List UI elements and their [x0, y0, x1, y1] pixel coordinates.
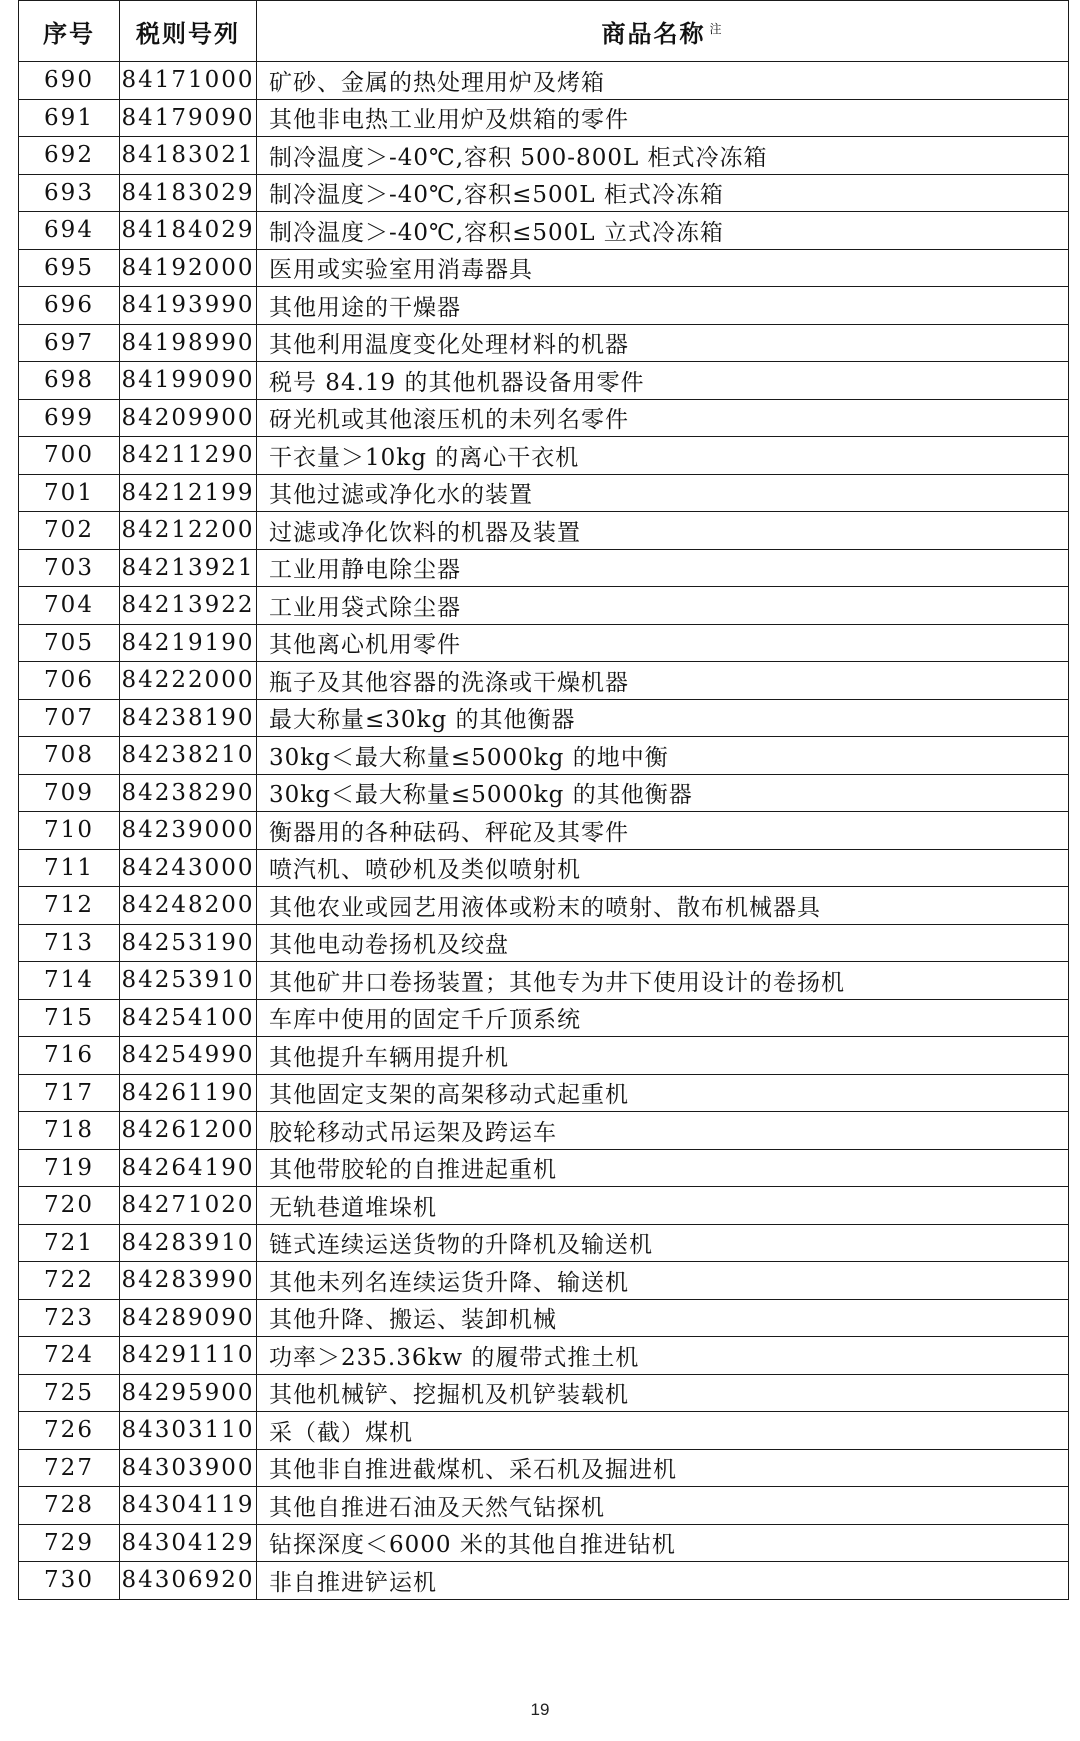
- row-seq: 720: [19, 1187, 120, 1225]
- row-tariff-code: 84212199: [120, 474, 257, 512]
- row-product-name: 制冷温度＞-40℃,容积 500-800L 柜式冷冻箱: [257, 137, 1069, 175]
- row-tariff-code: 84253190: [120, 924, 257, 962]
- row-tariff-code: 84179090: [120, 99, 257, 137]
- row-tariff-code: 84283990: [120, 1262, 257, 1300]
- row-seq: 696: [19, 287, 120, 325]
- row-tariff-code: 84304129: [120, 1524, 257, 1562]
- row-seq: 723: [19, 1299, 120, 1337]
- row-seq: 726: [19, 1412, 120, 1450]
- table-row: [19, 1374, 1069, 1412]
- table-row: [19, 1074, 1069, 1112]
- row-seq: 700: [19, 437, 120, 475]
- table-row: [19, 1262, 1069, 1300]
- table-row: [19, 999, 1069, 1037]
- table-row: [19, 1449, 1069, 1487]
- row-product-name: 其他过滤或净化水的装置: [257, 474, 1069, 512]
- row-product-name: 其他提升车辆用提升机: [257, 1037, 1069, 1075]
- table-row: [19, 1487, 1069, 1525]
- row-product-name: 最大称量≤30kg 的其他衡器: [257, 699, 1069, 737]
- header-code-label: 税则号列: [136, 19, 240, 48]
- row-tariff-code: 84183029: [120, 174, 257, 212]
- row-product-name: 功率＞235.36kw 的履带式推土机: [257, 1337, 1069, 1375]
- row-seq: 709: [19, 774, 120, 812]
- row-seq: 722: [19, 1262, 120, 1300]
- table-row: [19, 1112, 1069, 1150]
- row-product-name: 其他利用温度变化处理材料的机器: [257, 324, 1069, 362]
- row-product-name: 30kg＜最大称量≤5000kg 的地中衡: [257, 737, 1069, 775]
- row-seq: 714: [19, 962, 120, 1000]
- row-seq: 706: [19, 662, 120, 700]
- row-product-name: 其他机械铲、挖掘机及机铲装载机: [257, 1374, 1069, 1412]
- row-product-name: 其他非电热工业用炉及烘箱的零件: [257, 99, 1069, 137]
- row-seq: 711: [19, 849, 120, 887]
- table-row: [19, 812, 1069, 850]
- table-row: [19, 549, 1069, 587]
- table-row: [19, 137, 1069, 175]
- row-product-name: 制冷温度＞-40℃,容积≤500L 柜式冷冻箱: [257, 174, 1069, 212]
- table-row: [19, 924, 1069, 962]
- table-row: [19, 737, 1069, 775]
- row-seq: 727: [19, 1449, 120, 1487]
- row-tariff-code: 84211290: [120, 437, 257, 475]
- row-seq: 692: [19, 137, 120, 175]
- row-tariff-code: 84183021: [120, 137, 257, 175]
- header-seq: [19, 1, 120, 62]
- row-tariff-code: 84192000: [120, 249, 257, 287]
- row-product-name: 胶轮移动式吊运架及跨运车: [257, 1112, 1069, 1150]
- row-product-name: 矿砂、金属的热处理用炉及烤箱: [257, 62, 1069, 100]
- row-seq: 717: [19, 1074, 120, 1112]
- row-product-name: 瓶子及其他容器的洗涤或干燥机器: [257, 662, 1069, 700]
- table-row: [19, 437, 1069, 475]
- table-row: [19, 962, 1069, 1000]
- table-row: [19, 624, 1069, 662]
- row-tariff-code: 84254100: [120, 999, 257, 1037]
- row-seq: 691: [19, 99, 120, 137]
- table-row: [19, 887, 1069, 925]
- table-header: [19, 1, 1069, 62]
- row-product-name: 其他离心机用零件: [257, 624, 1069, 662]
- row-tariff-code: 84243000: [120, 849, 257, 887]
- document-page: [18, 0, 1068, 1600]
- row-tariff-code: 84193990: [120, 287, 257, 325]
- row-product-name: 钻探深度＜6000 米的其他自推进钻机: [257, 1524, 1069, 1562]
- row-tariff-code: 84184029: [120, 212, 257, 250]
- row-tariff-code: 84238210: [120, 737, 257, 775]
- row-seq: 718: [19, 1112, 120, 1150]
- row-seq: 693: [19, 174, 120, 212]
- row-tariff-code: 84213922: [120, 587, 257, 625]
- header-code: [120, 1, 257, 62]
- row-product-name: 医用或实验室用消毒器具: [257, 249, 1069, 287]
- row-seq: 708: [19, 737, 120, 775]
- row-tariff-code: 84289090: [120, 1299, 257, 1337]
- row-product-name: 链式连续运送货物的升降机及输送机: [257, 1224, 1069, 1262]
- table-row: [19, 249, 1069, 287]
- table-row: [19, 474, 1069, 512]
- row-product-name: 其他自推进石油及天然气钻探机: [257, 1487, 1069, 1525]
- row-seq: 699: [19, 399, 120, 437]
- row-tariff-code: 84213921: [120, 549, 257, 587]
- row-seq: 698: [19, 362, 120, 400]
- row-seq: 719: [19, 1149, 120, 1187]
- row-product-name: 税号 84.19 的其他机器设备用零件: [257, 362, 1069, 400]
- row-seq: 704: [19, 587, 120, 625]
- row-tariff-code: 84248200: [120, 887, 257, 925]
- table-row: [19, 1562, 1069, 1600]
- table-row: [19, 399, 1069, 437]
- row-seq: 707: [19, 699, 120, 737]
- table-row: [19, 587, 1069, 625]
- table-row: [19, 362, 1069, 400]
- row-product-name: 其他电动卷扬机及绞盘: [257, 924, 1069, 962]
- row-seq: 703: [19, 549, 120, 587]
- row-tariff-code: 84304119: [120, 1487, 257, 1525]
- header-name-label: 商品名称: [601, 19, 706, 48]
- table-row: [19, 1149, 1069, 1187]
- table-row: [19, 662, 1069, 700]
- row-product-name: 30kg＜最大称量≤5000kg 的其他衡器: [257, 774, 1069, 812]
- row-product-name: 其他升降、搬运、装卸机械: [257, 1299, 1069, 1337]
- row-tariff-code: 84264190: [120, 1149, 257, 1187]
- row-tariff-code: 84238290: [120, 774, 257, 812]
- row-seq: 724: [19, 1337, 120, 1375]
- table-row: [19, 1187, 1069, 1225]
- row-seq: 697: [19, 324, 120, 362]
- row-tariff-code: 84199090: [120, 362, 257, 400]
- table-row: [19, 699, 1069, 737]
- row-product-name: 喷汽机、喷砂机及类似喷射机: [257, 849, 1069, 887]
- row-product-name: 工业用静电除尘器: [257, 549, 1069, 587]
- row-tariff-code: 84198990: [120, 324, 257, 362]
- row-tariff-code: 84171000: [120, 62, 257, 100]
- row-seq: 705: [19, 624, 120, 662]
- row-seq: 715: [19, 999, 120, 1037]
- row-seq: 728: [19, 1487, 120, 1525]
- row-seq: 694: [19, 212, 120, 250]
- row-seq: 725: [19, 1374, 120, 1412]
- row-tariff-code: 84303110: [120, 1412, 257, 1450]
- row-tariff-code: 84261190: [120, 1074, 257, 1112]
- row-tariff-code: 84239000: [120, 812, 257, 850]
- table-row: [19, 1524, 1069, 1562]
- page-number: 19: [530, 1700, 550, 1719]
- table-row: [19, 212, 1069, 250]
- row-seq: 713: [19, 924, 120, 962]
- table-row: [19, 1224, 1069, 1262]
- row-product-name: 车库中使用的固定千斤顶系统: [257, 999, 1069, 1037]
- row-seq: 716: [19, 1037, 120, 1075]
- table-row: [19, 287, 1069, 325]
- header-name-note: 注: [709, 21, 724, 36]
- row-product-name: 干衣量＞10kg 的离心干衣机: [257, 437, 1069, 475]
- row-tariff-code: 84283910: [120, 1224, 257, 1262]
- row-tariff-code: 84291110: [120, 1337, 257, 1375]
- row-product-name: 工业用袋式除尘器: [257, 587, 1069, 625]
- row-product-name: 其他固定支架的高架移动式起重机: [257, 1074, 1069, 1112]
- header-seq-label: 序号: [43, 19, 95, 48]
- row-seq: 690: [19, 62, 120, 100]
- row-seq: 721: [19, 1224, 120, 1262]
- table-row: [19, 849, 1069, 887]
- row-product-name: 制冷温度＞-40℃,容积≤500L 立式冷冻箱: [257, 212, 1069, 250]
- table-row: [19, 62, 1069, 100]
- row-tariff-code: 84254990: [120, 1037, 257, 1075]
- row-seq: 710: [19, 812, 120, 850]
- header-row: [19, 1, 1069, 62]
- row-product-name: 砑光机或其他滚压机的未列名零件: [257, 399, 1069, 437]
- row-tariff-code: 84303900: [120, 1449, 257, 1487]
- table-row: [19, 1037, 1069, 1075]
- row-tariff-code: 84209900: [120, 399, 257, 437]
- row-product-name: 非自推进铲运机: [257, 1562, 1069, 1600]
- table-row: [19, 324, 1069, 362]
- table-body: [19, 62, 1069, 1600]
- row-seq: 712: [19, 887, 120, 925]
- row-tariff-code: 84222000: [120, 662, 257, 700]
- table-row: [19, 774, 1069, 812]
- row-product-name: 无轨巷道堆垛机: [257, 1187, 1069, 1225]
- row-tariff-code: 84219190: [120, 624, 257, 662]
- row-tariff-code: 84261200: [120, 1112, 257, 1150]
- row-tariff-code: 84253910: [120, 962, 257, 1000]
- row-seq: 729: [19, 1524, 120, 1562]
- header-name: [257, 1, 1069, 62]
- row-seq: 730: [19, 1562, 120, 1600]
- row-seq: 702: [19, 512, 120, 550]
- row-tariff-code: 84271020: [120, 1187, 257, 1225]
- row-tariff-code: 84306920: [120, 1562, 257, 1600]
- row-seq: 701: [19, 474, 120, 512]
- row-product-name: 其他用途的干燥器: [257, 287, 1069, 325]
- row-product-name: 采（截）煤机: [257, 1412, 1069, 1450]
- row-tariff-code: 84212200: [120, 512, 257, 550]
- row-product-name: 其他非自推进截煤机、采石机及掘进机: [257, 1449, 1069, 1487]
- row-seq: 695: [19, 249, 120, 287]
- row-product-name: 其他带胶轮的自推进起重机: [257, 1149, 1069, 1187]
- row-tariff-code: 84295900: [120, 1374, 257, 1412]
- table-row: [19, 512, 1069, 550]
- row-product-name: 其他矿井口卷扬装置；其他专为井下使用设计的卷扬机: [257, 962, 1069, 1000]
- table-row: [19, 1337, 1069, 1375]
- row-product-name: 过滤或净化饮料的机器及装置: [257, 512, 1069, 550]
- row-product-name: 其他农业或园艺用液体或粉末的喷射、散布机械器具: [257, 887, 1069, 925]
- table-row: [19, 99, 1069, 137]
- table-row: [19, 174, 1069, 212]
- tariff-table: [18, 0, 1069, 1600]
- table-row: [19, 1412, 1069, 1450]
- table-row: [19, 1299, 1069, 1337]
- row-tariff-code: 84238190: [120, 699, 257, 737]
- row-product-name: 其他未列名连续运货升降、输送机: [257, 1262, 1069, 1300]
- row-product-name: 衡器用的各种砝码、秤砣及其零件: [257, 812, 1069, 850]
